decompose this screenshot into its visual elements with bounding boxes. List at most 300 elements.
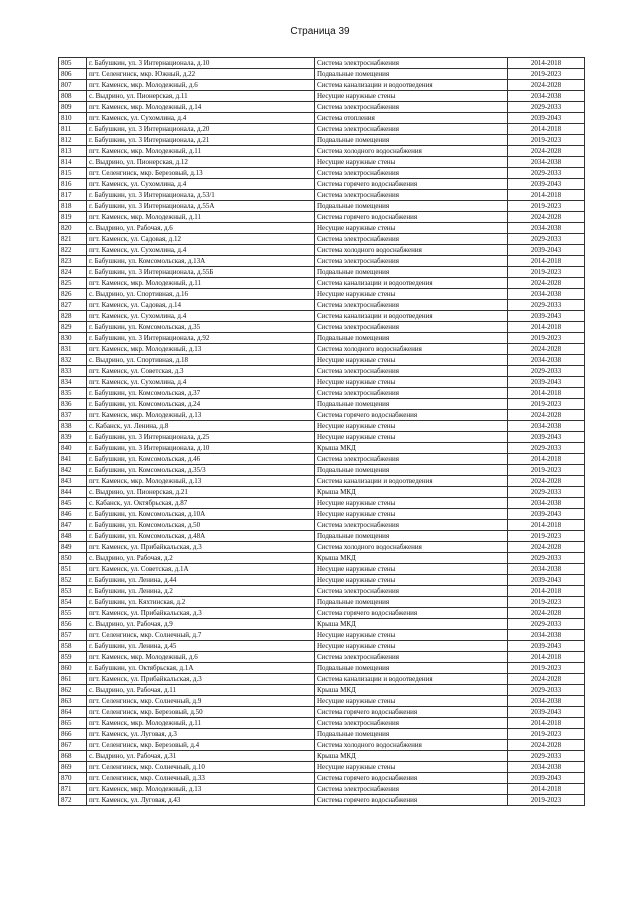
table-row [59,201,585,212]
address-cell: пгт. Каменск, мкр. Молодежный, д.14 [87,102,315,113]
address-cell: пгт. Каменск, ул. Сухомлина, д.4 [87,179,315,190]
period-cell: 2019-2023 [508,201,585,212]
table-row [59,465,585,476]
period-cell: 2039-2043 [508,575,585,586]
period-cell: 2019-2023 [508,69,585,80]
table-row [59,190,585,201]
row-number: 822 [59,245,87,256]
period-cell: 2039-2043 [508,245,585,256]
address-cell: пгт. Каменск, ул. Советская, д.3 [87,366,315,377]
table-row [59,146,585,157]
period-cell: 2029-2033 [508,300,585,311]
row-number: 851 [59,564,87,575]
address-cell: пгт. Каменск, мкр. Молодежный, д.6 [87,80,315,91]
period-cell: 2034-2038 [508,498,585,509]
row-number: 847 [59,520,87,531]
address-cell: г. Бабушкин, ул. 3 Интернационала, д.20 [87,124,315,135]
table-row [59,333,585,344]
period-cell: 2029-2033 [508,234,585,245]
row-number: 816 [59,179,87,190]
address-cell: г. Бабушкин, ул. Комсомольская, д.24 [87,399,315,410]
period-cell: 2029-2033 [508,685,585,696]
address-cell: пгт. Каменск, ул. Сухомлина, д.4 [87,245,315,256]
address-cell: пгт. Каменск, ул. Сухомлина, д.4 [87,311,315,322]
table-row [59,729,585,740]
row-number: 806 [59,69,87,80]
address-cell: г. Бабушкин, ул. Комсомольская, д.13А [87,256,315,267]
period-cell: 2014-2018 [508,322,585,333]
table-row [59,58,585,69]
row-number: 858 [59,641,87,652]
row-number: 853 [59,586,87,597]
row-number: 825 [59,278,87,289]
system-cell: Подвальные помещения [315,729,508,740]
system-cell: Несущие наружные стены [315,421,508,432]
system-cell: Система холодного водоснабжения [315,245,508,256]
table-row [59,135,585,146]
row-number: 844 [59,487,87,498]
period-cell: 2024-2028 [508,212,585,223]
address-cell: пгт. Каменск, мкр. Молодежный, д.6 [87,652,315,663]
address-cell: пгт. Селенгинск, мкр. Березовый, д.4 [87,740,315,751]
system-cell: Несущие наружные стены [315,575,508,586]
system-cell: Система горячего водоснабжения [315,410,508,421]
system-cell: Несущие наружные стены [315,498,508,509]
row-number: 838 [59,421,87,432]
period-cell: 2034-2038 [508,157,585,168]
system-cell: Система электроснабжения [315,586,508,597]
address-cell: пгт. Каменск, ул. Прибайкальская, д.3 [87,608,315,619]
period-cell: 2019-2023 [508,663,585,674]
row-number: 865 [59,718,87,729]
address-cell: пгт. Каменск, ул. Сухомлина, д.4 [87,377,315,388]
system-cell: Несущие наружные стены [315,762,508,773]
table-row [59,69,585,80]
table-row [59,509,585,520]
address-cell: г. Бабушкин, ул. Ленина, д.44 [87,575,315,586]
table-row [59,487,585,498]
system-cell: Крыша МКД [315,751,508,762]
period-cell: 2034-2038 [508,762,585,773]
row-number: 813 [59,146,87,157]
row-number: 856 [59,619,87,630]
row-number: 814 [59,157,87,168]
row-number: 842 [59,465,87,476]
system-cell: Система канализации и водоотведения [315,476,508,487]
address-cell: г. Бабушкин, ул. Ленина, д.45 [87,641,315,652]
address-cell: пгт. Каменск, ул. Прибайкальская, д.3 [87,542,315,553]
period-cell: 2019-2023 [508,399,585,410]
period-cell: 2024-2028 [508,410,585,421]
row-number: 863 [59,696,87,707]
table-row [59,454,585,465]
table-row [59,355,585,366]
period-cell: 2014-2018 [508,784,585,795]
table-row [59,179,585,190]
address-cell: г. Бабушкин, ул. 3 Интернационала, д.21 [87,135,315,146]
period-cell: 2024-2028 [508,146,585,157]
row-number: 820 [59,223,87,234]
address-cell: пгт. Каменск, ул. Луговая, д.3 [87,729,315,740]
row-number: 850 [59,553,87,564]
period-cell: 2014-2018 [508,718,585,729]
system-cell: Система электроснабжения [315,784,508,795]
table-row [59,553,585,564]
system-cell: Система электроснабжения [315,366,508,377]
row-number: 833 [59,366,87,377]
row-number: 819 [59,212,87,223]
period-cell: 2029-2033 [508,751,585,762]
period-cell: 2024-2028 [508,344,585,355]
address-cell: г. Бабушкин, ул. 3 Интернационала, д.55А [87,201,315,212]
row-number: 843 [59,476,87,487]
system-cell: Система электроснабжения [315,718,508,729]
table-row [59,531,585,542]
system-cell: Система горячего водоснабжения [315,773,508,784]
table-row [59,586,585,597]
address-cell: пгт. Селенгинск, мкр. Солнечный, д.7 [87,630,315,641]
row-number: 871 [59,784,87,795]
address-cell: г. Бабушкин, ул. Комсомольская, д.10А [87,509,315,520]
row-number: 839 [59,432,87,443]
row-number: 859 [59,652,87,663]
system-cell: Система холодного водоснабжения [315,542,508,553]
system-cell: Система электроснабжения [315,256,508,267]
period-cell: 2014-2018 [508,124,585,135]
address-cell: пгт. Каменск, мкр. Молодежный, д.11 [87,212,315,223]
table-row [59,608,585,619]
table-row [59,168,585,179]
system-cell: Система горячего водоснабжения [315,707,508,718]
records-table-body [59,58,585,806]
period-cell: 2024-2028 [508,674,585,685]
address-cell: с. Выдрино, ул. Рабочая, д.6 [87,223,315,234]
table-row [59,157,585,168]
row-number: 868 [59,751,87,762]
system-cell: Подвальные помещения [315,135,508,146]
system-cell: Несущие наружные стены [315,630,508,641]
row-number: 811 [59,124,87,135]
table-row [59,575,585,586]
period-cell: 2034-2038 [508,564,585,575]
row-number: 852 [59,575,87,586]
system-cell: Система канализации и водоотведения [315,80,508,91]
address-cell: г. Бабушкин, ул. Кяхтинская, д.2 [87,597,315,608]
system-cell: Подвальные помещения [315,465,508,476]
address-cell: с. Выдрино, ул. Пионерская, д.11 [87,91,315,102]
table-row [59,773,585,784]
system-cell: Несущие наружные стены [315,432,508,443]
system-cell: Подвальные помещения [315,69,508,80]
address-cell: г. Бабушкин, ул. 3 Интернационала, д.10 [87,58,315,69]
address-cell: пгт. Селенгинск, мкр. Солнечный, д.9 [87,696,315,707]
row-number: 846 [59,509,87,520]
row-number: 808 [59,91,87,102]
address-cell: пгт. Каменск, мкр. Молодежный, д.11 [87,278,315,289]
table-row [59,718,585,729]
period-cell: 2029-2033 [508,366,585,377]
address-cell: пгт. Селенгинск, мкр. Березовый, д.13 [87,168,315,179]
address-cell: г. Бабушкин, ул. 3 Интернационала, д.25 [87,432,315,443]
system-cell: Несущие наружные стены [315,509,508,520]
table-row [59,322,585,333]
table-row [59,685,585,696]
table-row [59,476,585,487]
period-cell: 2034-2038 [508,355,585,366]
row-number: 855 [59,608,87,619]
row-number: 828 [59,311,87,322]
period-cell: 2034-2038 [508,696,585,707]
period-cell: 2024-2028 [508,542,585,553]
row-number: 848 [59,531,87,542]
system-cell: Система отопления [315,113,508,124]
row-number: 836 [59,399,87,410]
row-number: 870 [59,773,87,784]
address-cell: пгт. Селенгинск, мкр. Южный, д.22 [87,69,315,80]
row-number: 862 [59,685,87,696]
system-cell: Несущие наружные стены [315,641,508,652]
period-cell: 2039-2043 [508,509,585,520]
system-cell: Подвальные помещения [315,333,508,344]
address-cell: пгт. Каменск, ул. Советская, д.1А [87,564,315,575]
row-number: 807 [59,80,87,91]
address-cell: г. Бабушкин, ул. Комсомольская, д.48А [87,531,315,542]
row-number: 815 [59,168,87,179]
period-cell: 2019-2023 [508,333,585,344]
period-cell: 2014-2018 [508,652,585,663]
system-cell: Система горячего водоснабжения [315,608,508,619]
row-number: 841 [59,454,87,465]
system-cell: Система электроснабжения [315,454,508,465]
address-cell: г. Бабушкин, ул. Октябрьская, д.1А [87,663,315,674]
address-cell: с. Выдрино, ул. Пионерская, д.12 [87,157,315,168]
row-number: 860 [59,663,87,674]
table-row [59,520,585,531]
table-row [59,80,585,91]
system-cell: Крыша МКД [315,443,508,454]
table-row [59,311,585,322]
table-row [59,300,585,311]
row-number: 835 [59,388,87,399]
table-row [59,256,585,267]
system-cell: Система электроснабжения [315,58,508,69]
period-cell: 2029-2033 [508,619,585,630]
period-cell: 2039-2043 [508,311,585,322]
period-cell: 2019-2023 [508,465,585,476]
period-cell: 2024-2028 [508,80,585,91]
period-cell: 2029-2033 [508,487,585,498]
table-row [59,102,585,113]
table-row [59,124,585,135]
system-cell: Несущие наружные стены [315,355,508,366]
row-number: 834 [59,377,87,388]
period-cell: 2024-2028 [508,476,585,487]
system-cell: Несущие наружные стены [315,157,508,168]
row-number: 823 [59,256,87,267]
table-row [59,751,585,762]
system-cell: Система электроснабжения [315,234,508,245]
table-row [59,641,585,652]
table-row [59,740,585,751]
table-row [59,619,585,630]
row-number: 817 [59,190,87,201]
address-cell: пгт. Каменск, мкр. Молодежный, д.13 [87,476,315,487]
period-cell: 2014-2018 [508,454,585,465]
system-cell: Система электроснабжения [315,322,508,333]
system-cell: Крыша МКД [315,553,508,564]
table-row [59,630,585,641]
system-cell: Система электроснабжения [315,190,508,201]
system-cell: Система холодного водоснабжения [315,344,508,355]
period-cell: 2029-2033 [508,553,585,564]
period-cell: 2019-2023 [508,267,585,278]
address-cell: с. Выдрино, ул. Рабочая, д.11 [87,685,315,696]
row-number: 812 [59,135,87,146]
address-cell: г. Бабушкин, ул. Комсомольская, д.50 [87,520,315,531]
period-cell: 2024-2028 [508,608,585,619]
system-cell: Система канализации и водоотведения [315,674,508,685]
address-cell: пгт. Каменск, ул. Садовая, д.14 [87,300,315,311]
row-number: 824 [59,267,87,278]
period-cell: 2039-2043 [508,773,585,784]
address-cell: пгт. Каменск, ул. Луговая, д.43 [87,795,315,806]
period-cell: 2014-2018 [508,190,585,201]
row-number: 861 [59,674,87,685]
address-cell: пгт. Каменск, мкр. Молодежный, д.13 [87,784,315,795]
table-row [59,245,585,256]
period-cell: 2034-2038 [508,91,585,102]
period-cell: 2019-2023 [508,531,585,542]
row-number: 818 [59,201,87,212]
row-number: 810 [59,113,87,124]
table-row [59,707,585,718]
table-row [59,344,585,355]
address-cell: пгт. Каменск, мкр. Молодежный, д.11 [87,146,315,157]
period-cell: 2024-2028 [508,278,585,289]
system-cell: Крыша МКД [315,619,508,630]
address-cell: пгт. Каменск, ул. Садовая, д.12 [87,234,315,245]
period-cell: 2034-2038 [508,289,585,300]
table-row [59,652,585,663]
address-cell: г. Бабушкин, ул. 3 Интернационала, д.92 [87,333,315,344]
system-cell: Несущие наружные стены [315,696,508,707]
period-cell: 2019-2023 [508,795,585,806]
row-number: 829 [59,322,87,333]
system-cell: Крыша МКД [315,487,508,498]
system-cell: Несущие наружные стены [315,377,508,388]
table-row [59,762,585,773]
page-title: Страница 39 [290,26,350,37]
system-cell: Несущие наружные стены [315,289,508,300]
address-cell: пгт. Каменск, мкр. Молодежный, д.13 [87,344,315,355]
address-cell: с. Выдрино, ул. Рабочая, д.2 [87,553,315,564]
address-cell: с. Кабанск, ул. Ленина, д.8 [87,421,315,432]
table-row [59,696,585,707]
row-number: 831 [59,344,87,355]
period-cell: 2014-2018 [508,256,585,267]
address-cell: пгт. Каменск, мкр. Молодежный, д.13 [87,410,315,421]
period-cell: 2024-2028 [508,740,585,751]
row-number: 837 [59,410,87,421]
system-cell: Система канализации и водоотведения [315,278,508,289]
system-cell: Несущие наружные стены [315,91,508,102]
period-cell: 2034-2038 [508,223,585,234]
address-cell: пгт. Каменск, ул. Прибайкальская, д.3 [87,674,315,685]
system-cell: Крыша МКД [315,685,508,696]
address-cell: г. Бабушкин, ул. Комсомольская, д.35/3 [87,465,315,476]
row-number: 840 [59,443,87,454]
table-row [59,432,585,443]
system-cell: Система холодного водоснабжения [315,740,508,751]
row-number: 827 [59,300,87,311]
system-cell: Подвальные помещения [315,531,508,542]
row-number: 832 [59,355,87,366]
address-cell: г. Бабушкин, ул. Комсомольская, д.35 [87,322,315,333]
address-cell: с. Кабанск, ул. Октябрьская, д.87 [87,498,315,509]
system-cell: Подвальные помещения [315,399,508,410]
period-cell: 2014-2018 [508,388,585,399]
system-cell: Подвальные помещения [315,663,508,674]
system-cell: Система холодного водоснабжения [315,146,508,157]
table-row [59,421,585,432]
address-cell: с. Выдрино, ул. Рабочая, д.31 [87,751,315,762]
row-number: 809 [59,102,87,113]
table-row [59,377,585,388]
row-number: 805 [59,58,87,69]
address-cell: пгт. Селенгинск, мкр. Солнечный, д.10 [87,762,315,773]
system-cell: Система электроснабжения [315,124,508,135]
address-cell: пгт. Селенгинск, мкр. Солнечный, д.33 [87,773,315,784]
period-cell: 2019-2023 [508,729,585,740]
period-cell: 2039-2043 [508,432,585,443]
address-cell: пгт. Каменск, ул. Сухомлина, д.4 [87,113,315,124]
row-number: 864 [59,707,87,718]
system-cell: Система электроснабжения [315,102,508,113]
row-number: 867 [59,740,87,751]
address-cell: с. Выдрино, ул. Пионерская, д.21 [87,487,315,498]
table-row [59,289,585,300]
records-table [58,57,585,806]
period-cell: 2039-2043 [508,179,585,190]
period-cell: 2034-2038 [508,630,585,641]
address-cell: с. Выдрино, ул. Спортивная, д.18 [87,355,315,366]
row-number: 869 [59,762,87,773]
table-row [59,366,585,377]
row-number: 849 [59,542,87,553]
row-number: 857 [59,630,87,641]
period-cell: 2039-2043 [508,113,585,124]
address-cell: г. Бабушкин, ул. Ленина, д.2 [87,586,315,597]
period-cell: 2014-2018 [508,520,585,531]
table-row [59,388,585,399]
table-row [59,278,585,289]
period-cell: 2029-2033 [508,443,585,454]
row-number: 821 [59,234,87,245]
table-row [59,663,585,674]
row-number: 854 [59,597,87,608]
address-cell: с. Выдрино, ул. Рабочая, д.9 [87,619,315,630]
system-cell: Система электроснабжения [315,168,508,179]
row-number: 845 [59,498,87,509]
address-cell: г. Бабушкин, ул. 3 Интернационала, д.55Б [87,267,315,278]
address-cell: г. Бабушкин, ул. 3 Интернационала, д.53/1 [87,190,315,201]
table-row [59,674,585,685]
system-cell: Подвальные помещения [315,201,508,212]
table-row [59,212,585,223]
period-cell: 2029-2033 [508,168,585,179]
address-cell: пгт. Селенгинск, мкр. Березовый, д.50 [87,707,315,718]
row-number: 830 [59,333,87,344]
